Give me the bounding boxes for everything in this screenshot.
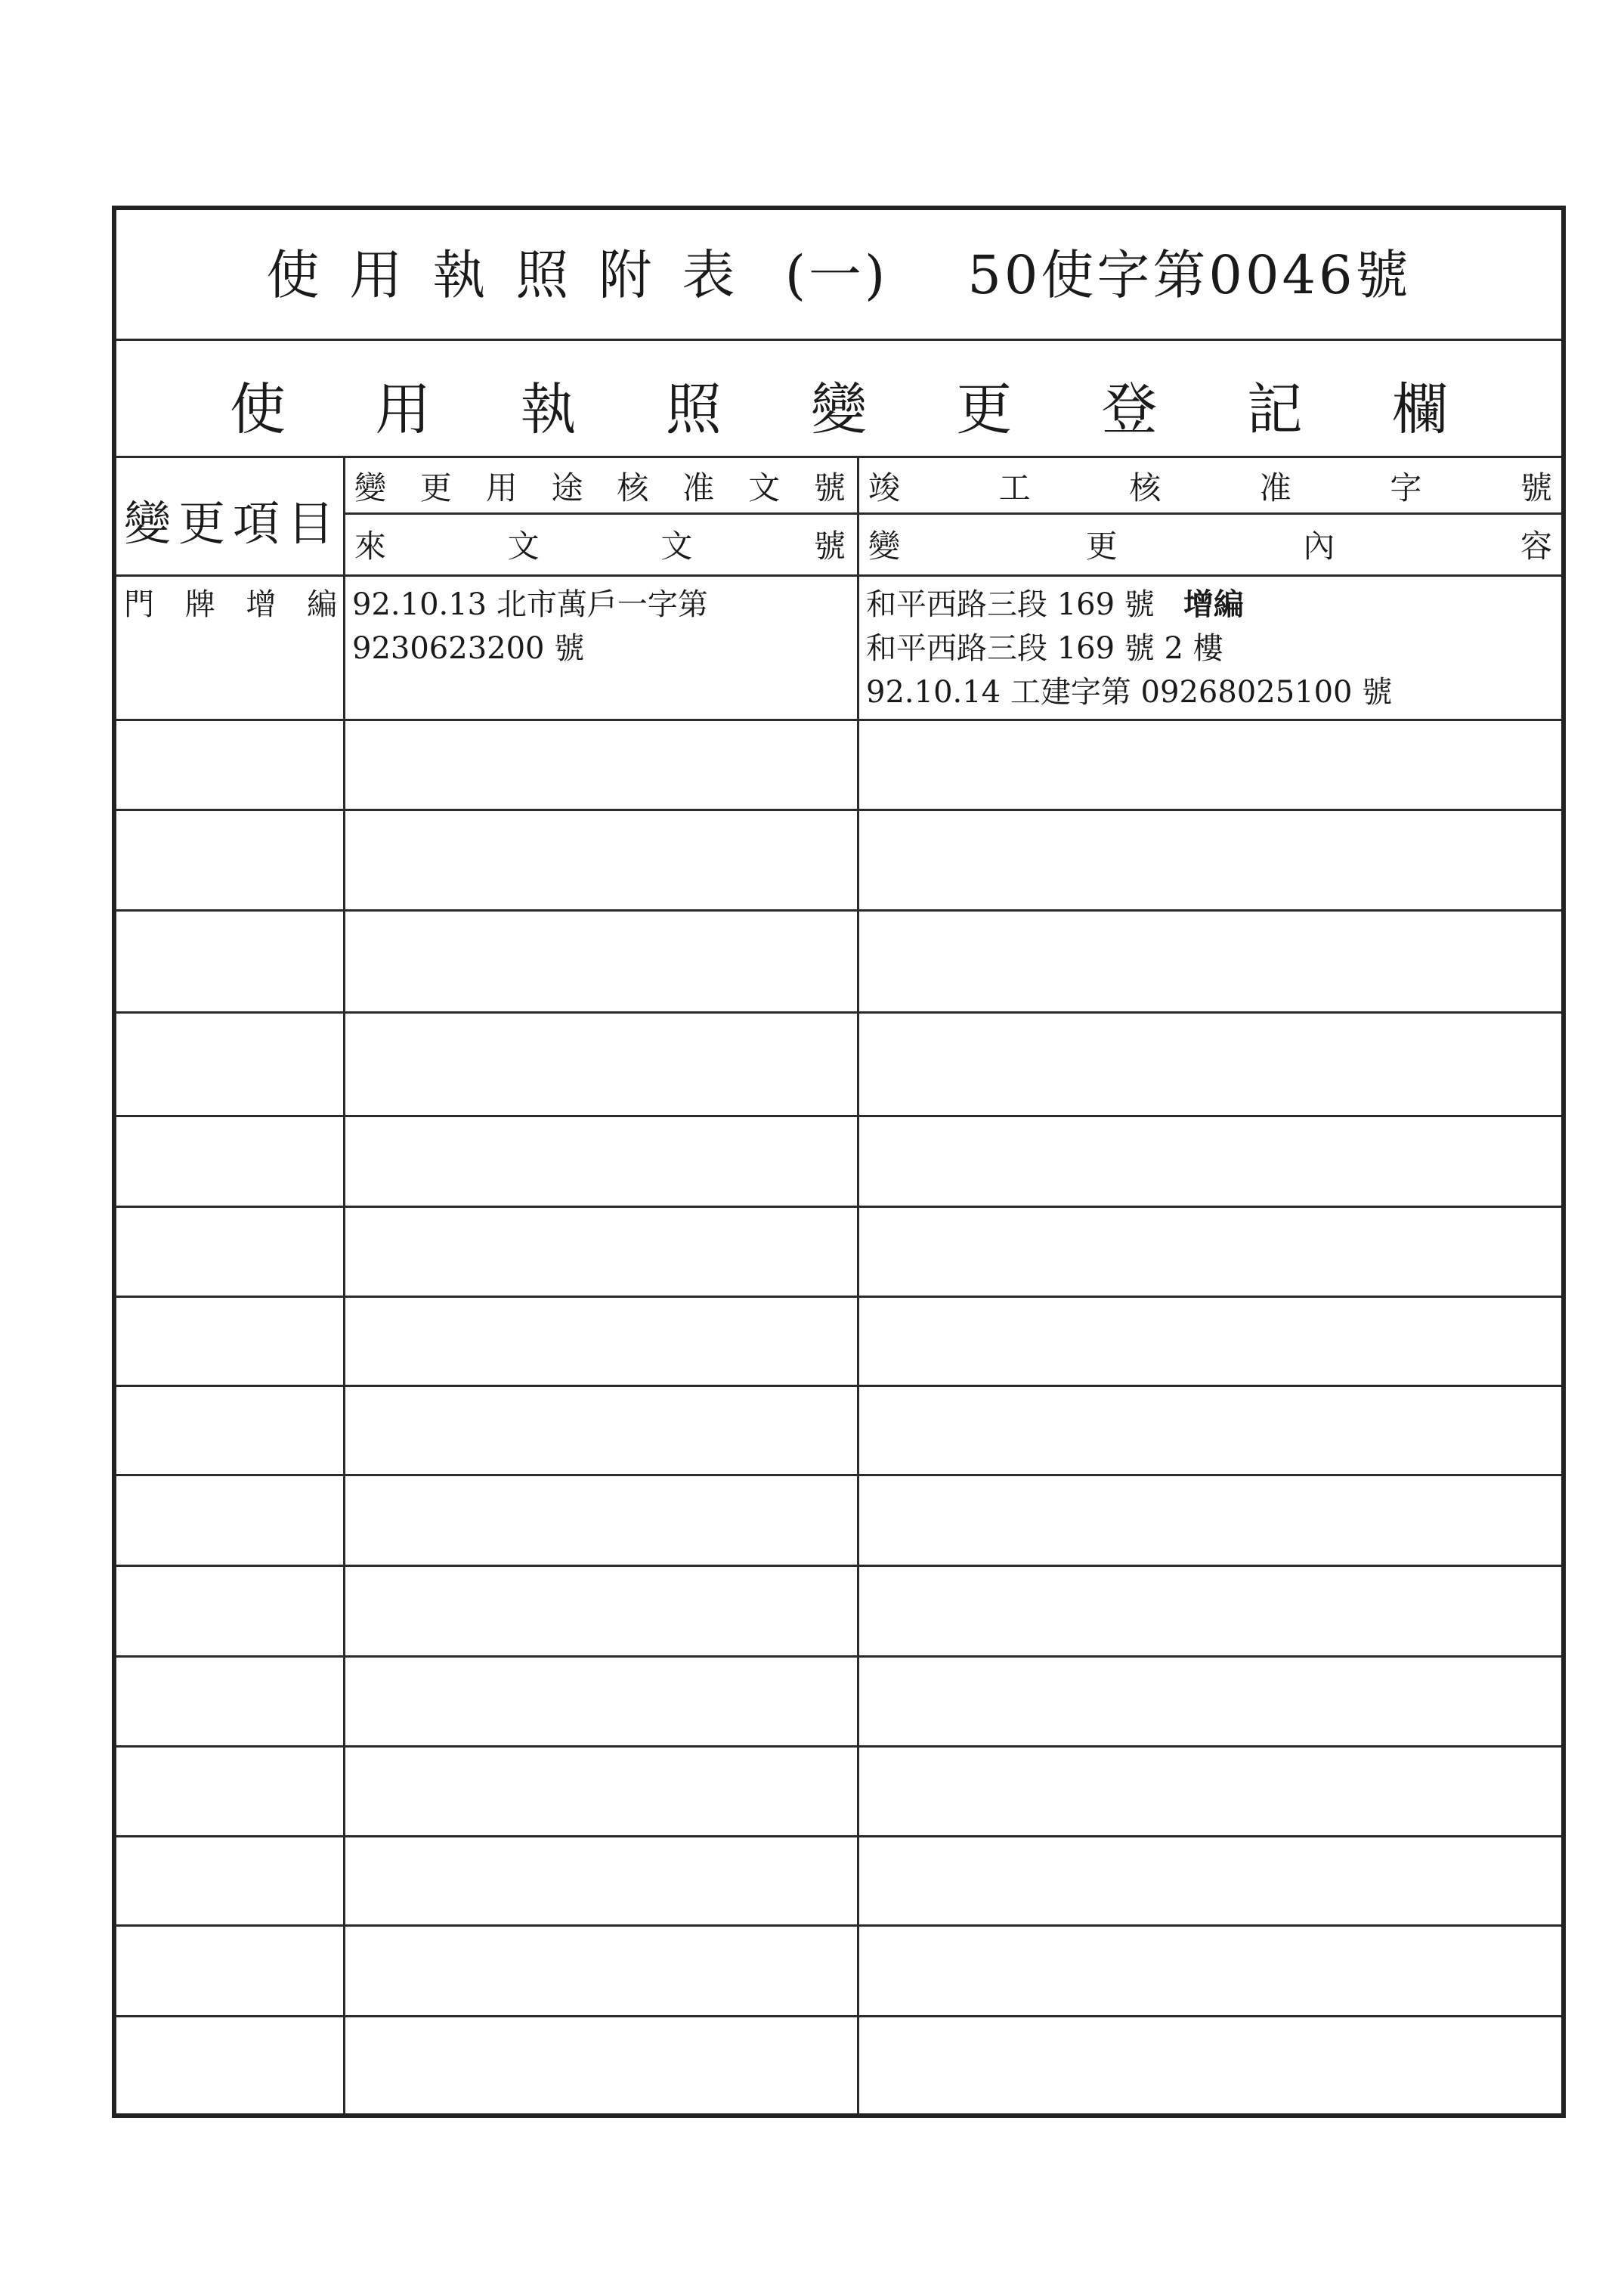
row-line — [116, 1385, 1561, 1387]
row-line — [116, 909, 1561, 912]
row-line — [116, 1115, 1561, 1117]
row-line — [116, 809, 1561, 811]
divider — [116, 456, 1561, 458]
header-completion-number: 竣 工 核 准 字 號 — [868, 469, 1552, 506]
header-change-item: 變更項目 — [124, 496, 342, 551]
row-line — [116, 1474, 1561, 1476]
section-title — [116, 365, 1561, 445]
header-change-content: 變 更 內 容 — [868, 528, 1552, 565]
row-line — [116, 1655, 1561, 1658]
row-change-item: 門 牌 增 編 — [124, 587, 348, 622]
license-form — [112, 206, 1566, 2118]
row-line — [116, 1835, 1561, 1837]
title-number: 50使字第0046號 — [967, 244, 1412, 306]
title-prefix: 使用執照附表 — [266, 244, 766, 306]
subtitle-char: 登 — [1101, 377, 1158, 442]
column-divider — [343, 456, 345, 2113]
subtitle-char: 執 — [520, 377, 577, 442]
row-approval-line2: 9230623200 號 — [352, 631, 585, 666]
row-line — [116, 2015, 1561, 2017]
row-approval-line1: 92.10.13 北市萬戶一字第 — [352, 587, 708, 622]
header-incoming-number: 來 文 文 號 — [354, 528, 846, 565]
subtitle-char: 使 — [230, 377, 286, 442]
column-divider — [857, 456, 859, 2113]
title-paren: (一) — [784, 244, 889, 306]
content-bold-note: 增編 — [1183, 587, 1244, 622]
content-address: 和平西路三段 169 號 — [866, 587, 1155, 622]
row-line — [116, 719, 1561, 721]
subtitle-char: 欄 — [1392, 377, 1448, 442]
row-line — [116, 1011, 1561, 1014]
document-title — [116, 233, 1561, 309]
row-content-line3: 92.10.14 工建字第 09268025100 號 — [866, 675, 1393, 710]
subtitle-char: 變 — [811, 377, 867, 442]
header-subdivider — [343, 512, 1561, 515]
divider — [116, 339, 1561, 341]
row-line — [116, 1565, 1561, 1567]
header-bottom-line — [116, 574, 1561, 577]
row-content-line1 — [866, 582, 1244, 627]
header-approval-number: 變 更 用 途 核 准 文 號 — [354, 469, 846, 506]
subtitle-char: 用 — [375, 377, 432, 442]
row-line — [116, 1745, 1561, 1748]
row-content-line2: 和平西路三段 169 號 2 樓 — [866, 631, 1223, 666]
row-line — [116, 1206, 1561, 1208]
subtitle-char: 記 — [1246, 377, 1303, 442]
row-line — [116, 1924, 1561, 1927]
subtitle-char: 照 — [665, 377, 722, 442]
row-line — [116, 1296, 1561, 1298]
subtitle-char: 更 — [956, 377, 1013, 442]
